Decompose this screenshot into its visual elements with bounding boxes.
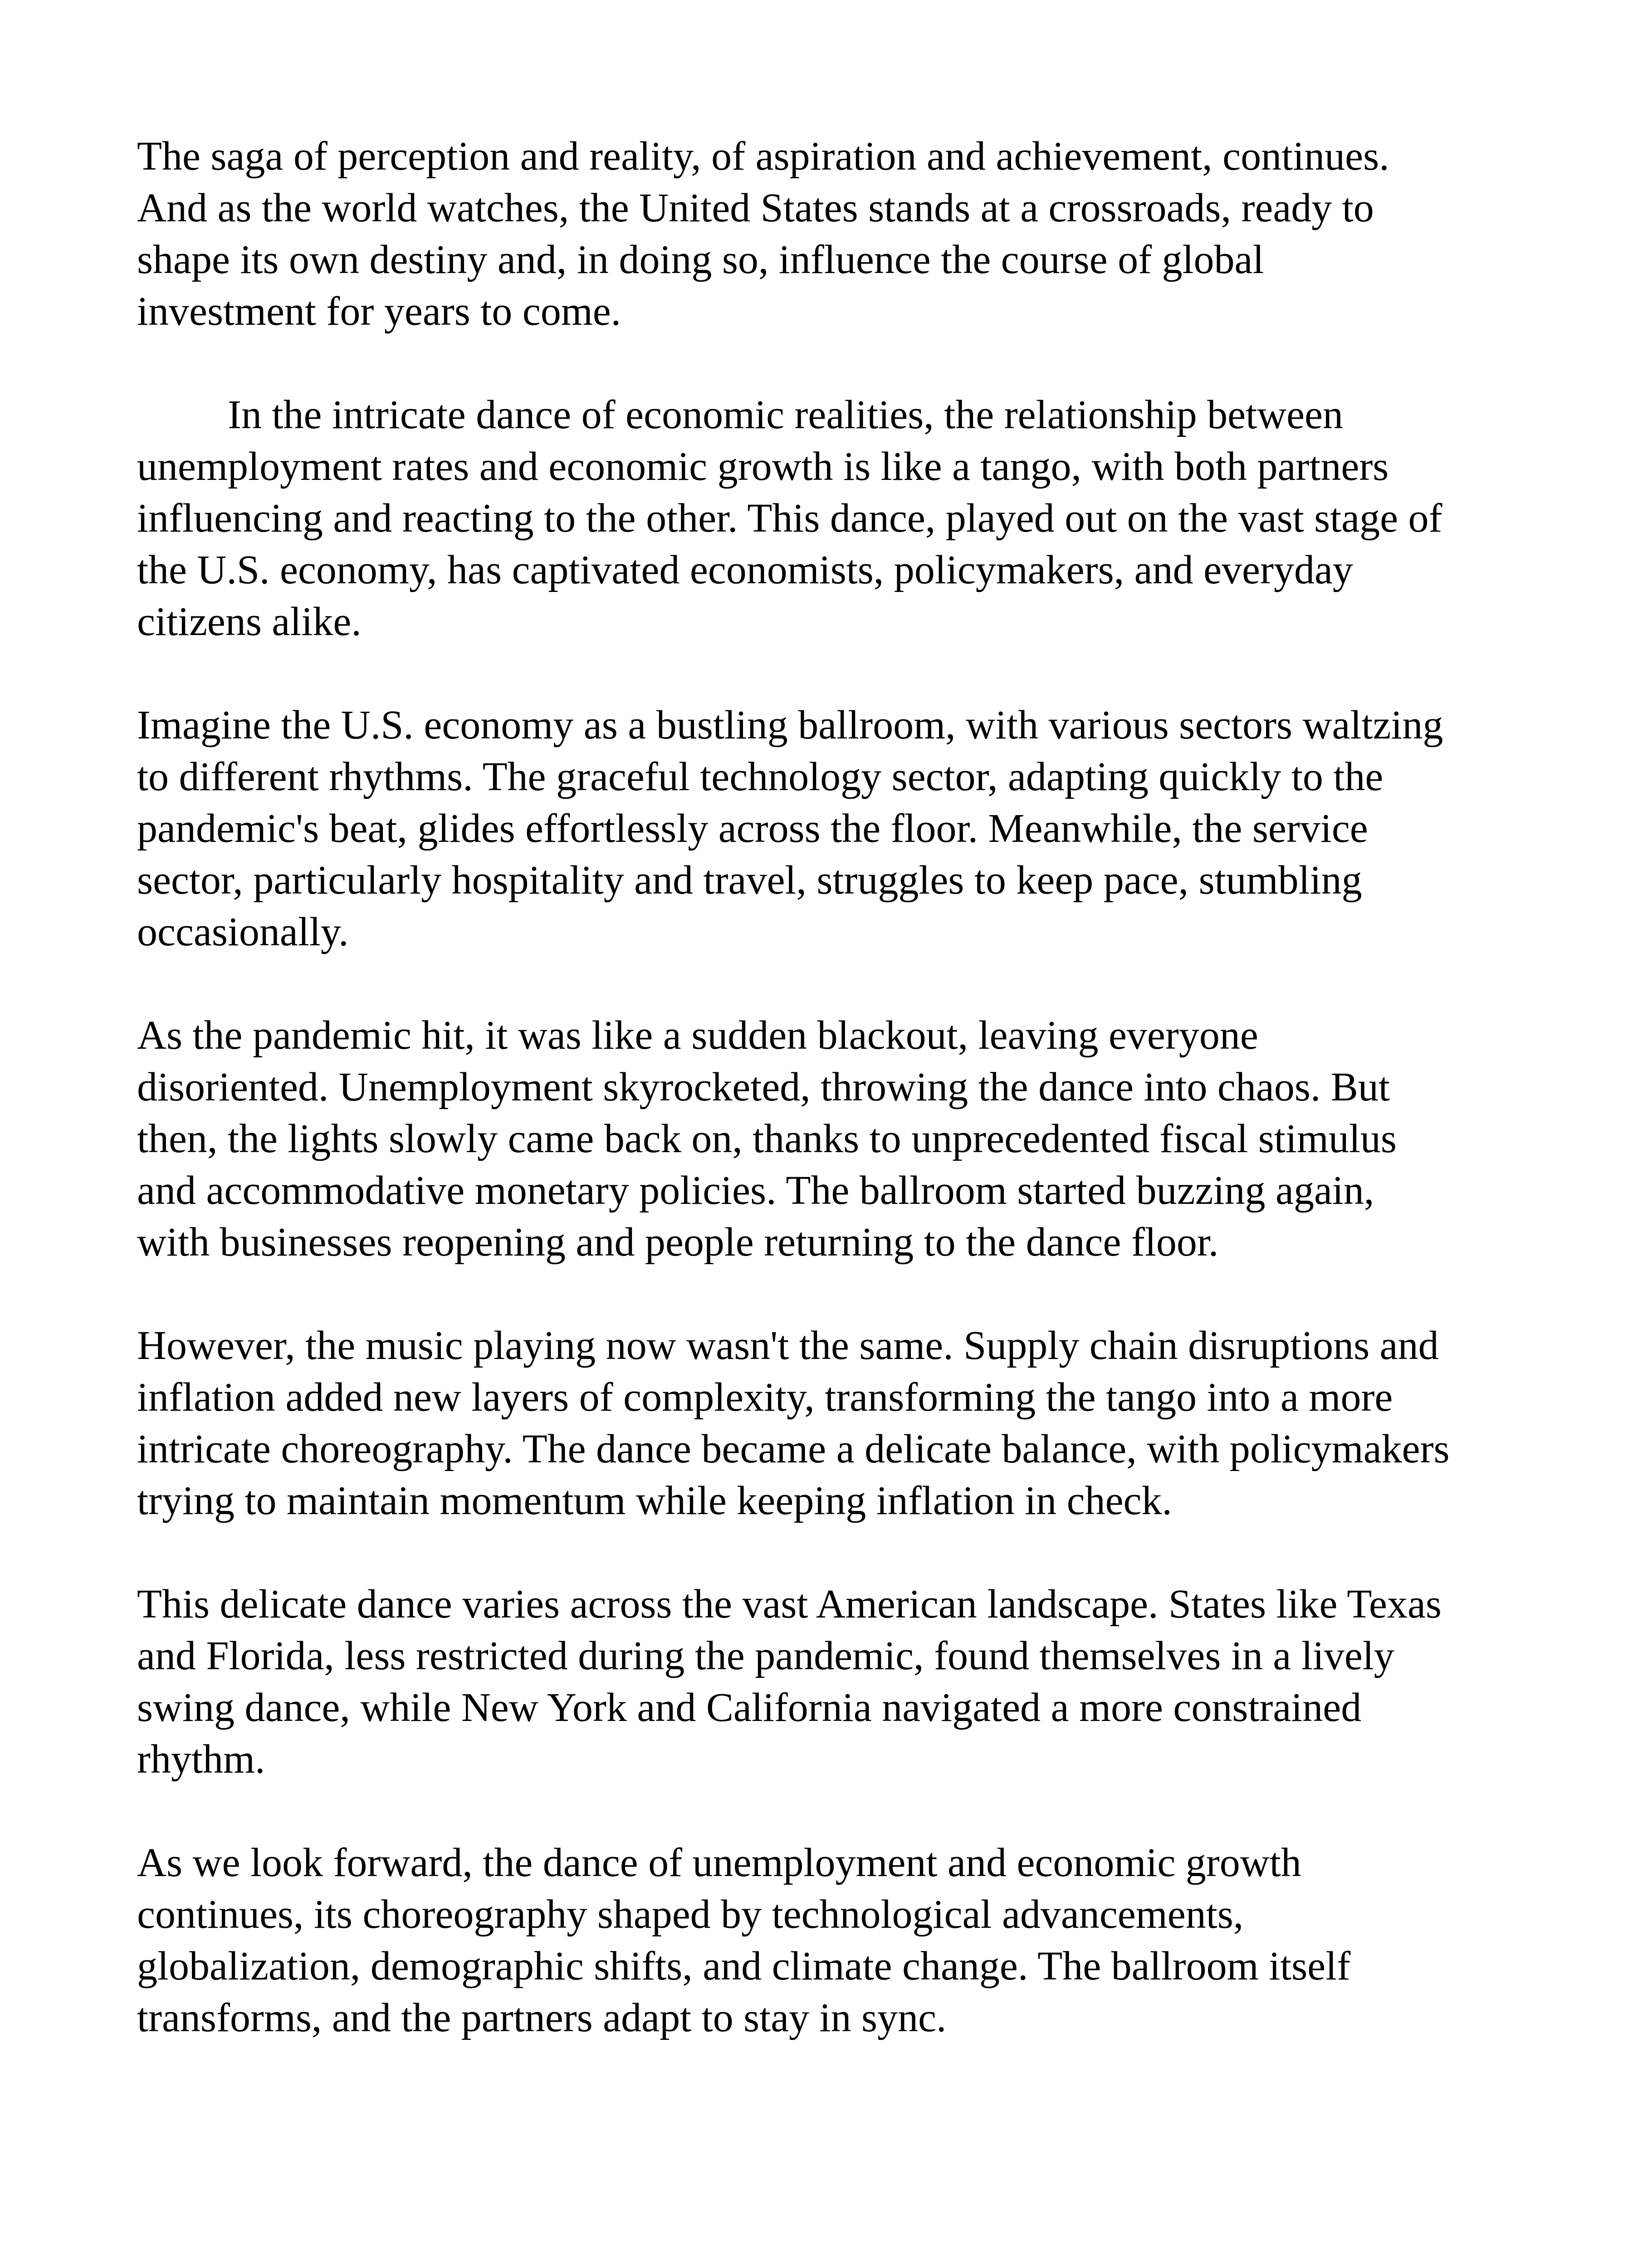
paragraph-5: However, the music playing now wasn't the same. Supply chain disruptions and inflation added new layers of complexity, transforming the tango into a more intricate choreography. The dance became a delicate balance, with policymakers trying to maintain momentum while keeping inflation in check.	[137, 1323, 1450, 1523]
paragraph-2: In the intricate dance of economic realities, the relationship between unemployment rates and economic growth is like a tango, with both partners influencing and reacting to the other. This dance, played out on the vast stage of the U.S. economy, has captivated economists, policymakers, and everyday citizens alike.	[137, 392, 1442, 644]
paragraph-4: As the pandemic hit, it was like a sudden blackout, leaving everyone disoriented. Unemployment skyrocketed, throwing the dance into chaos. But then, the lights slowly came back on, thanks to unprecedented fiscal stimulus and accommodative monetary policies. The ballroom started buzzing again, with businesses reopening and people returning to the dance floor.	[137, 1013, 1397, 1265]
paragraph-3: Imagine the U.S. economy as a bustling ballroom, with various sectors waltzing to different rhythms. The graceful technology sector, adapting quickly to the pandemic's beat, glides effortlessly across the floor. Meanwhile, the service sector, particularly hospitality and travel, struggles to keep pace, stumbling occasionally.	[137, 703, 1443, 954]
paragraph-7: As we look forward, the dance of unemployment and economic growth continues, its choreography shaped by technological advancements, globalization, demographic shifts, and climate change. The ballroom itself transforms, and the partners adapt to stay in sync.	[137, 1840, 1351, 2040]
paragraph-1: The saga of perception and reality, of aspiration and achievement, continues. And as the world watches, the United States stands at a crossroads, ready to shape its own destiny and, in doing so, influence the course of global investment for years to come.	[137, 134, 1389, 334]
paragraph-6: This delicate dance varies across the vast American landscape. States like Texas and Florida, less restricted during the pandemic, found themselves in a lively swing dance, while New York and California navigated a more constrained rhythm.	[137, 1582, 1442, 1782]
body-text	[137, 131, 1452, 2096]
